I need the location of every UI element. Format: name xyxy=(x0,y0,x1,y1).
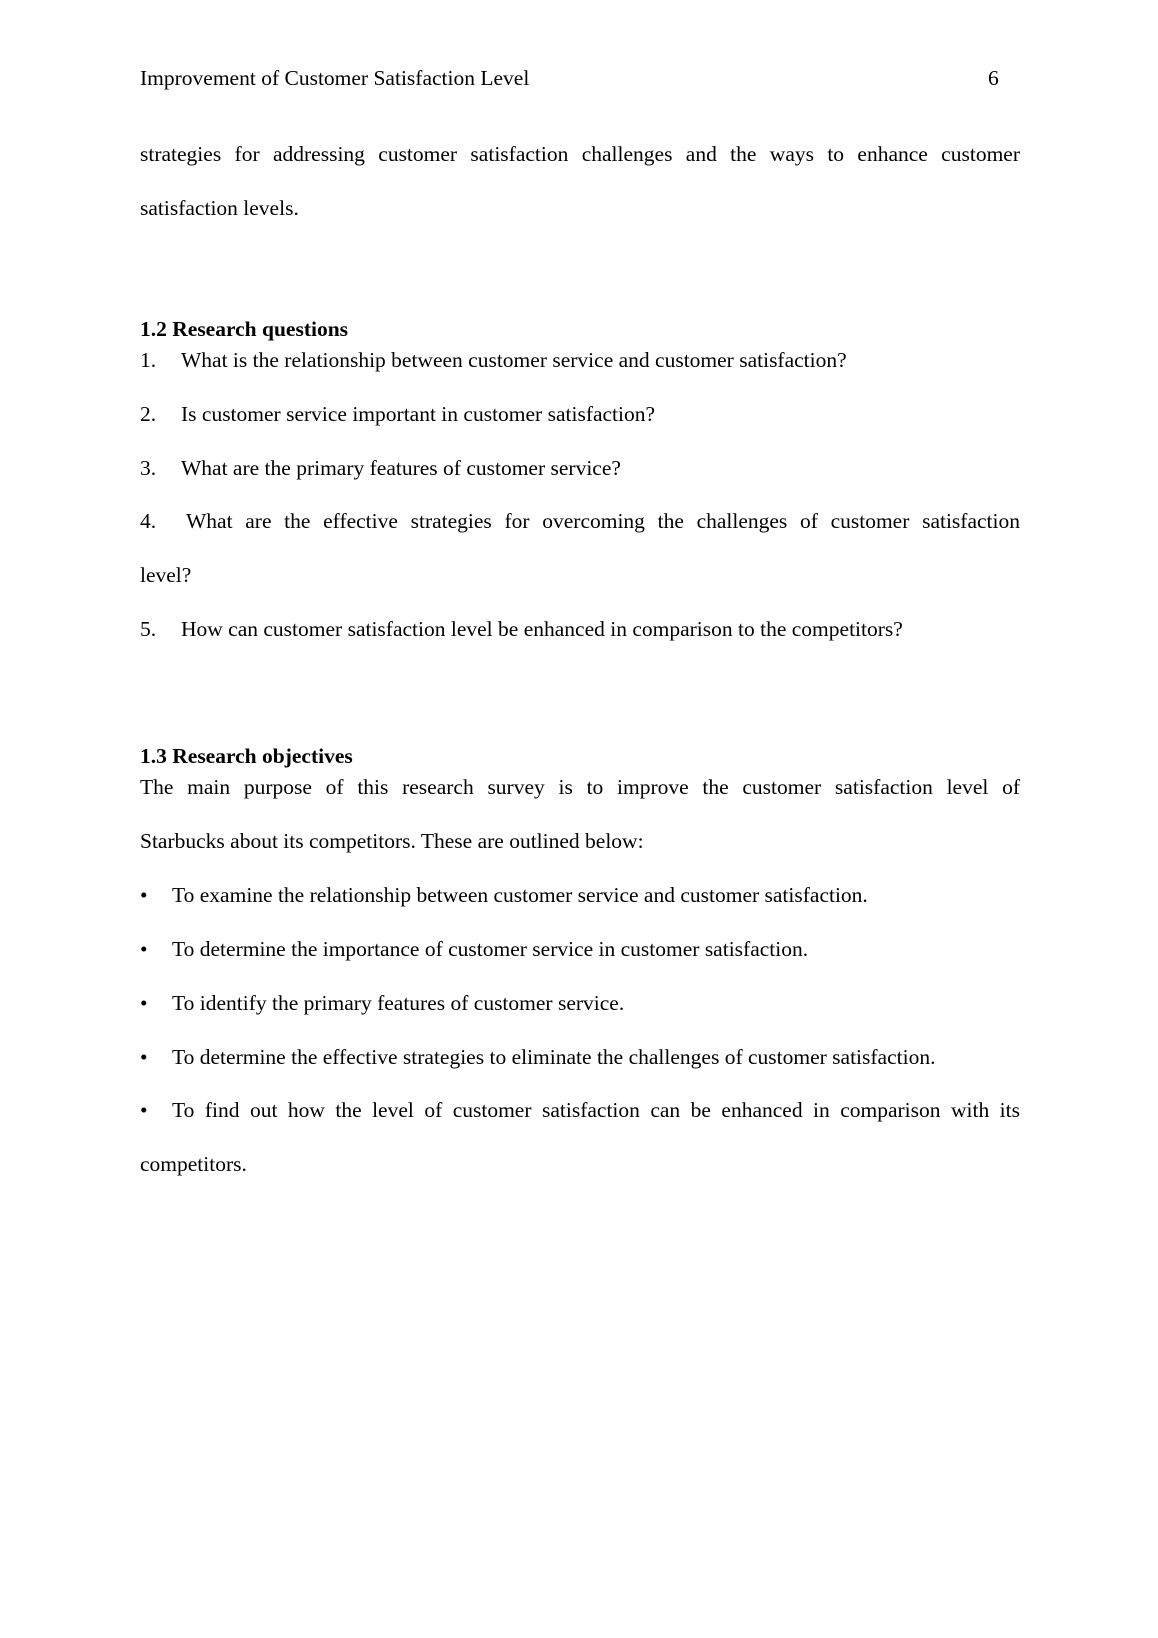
list-item-continuation: level? xyxy=(140,563,192,587)
bullet-symbol: • xyxy=(140,991,148,1015)
list-text: What are the primary features of customer service? xyxy=(181,456,621,480)
bullet-item xyxy=(140,1045,935,1070)
objectives-intro-line: The main purpose of this research survey is to improve the customer satisfaction level of xyxy=(140,775,1020,799)
bullet-item xyxy=(140,991,624,1016)
page-number: 6 xyxy=(988,66,999,90)
bullet-symbol: • xyxy=(140,937,148,961)
bullet-text: To find out how the level of customer satisfaction can be enhanced in comparison with its xyxy=(172,1098,1020,1122)
section-heading: 1.3 Research objectives xyxy=(140,744,353,768)
header-title: Improvement of Customer Satisfaction Level xyxy=(140,66,530,90)
list-item xyxy=(140,617,903,642)
running-header xyxy=(140,66,1008,96)
bullet-item xyxy=(140,1098,1020,1123)
list-number: 4. xyxy=(140,509,157,533)
list-number: 1. xyxy=(140,348,157,372)
list-number: 2. xyxy=(140,402,157,426)
bullet-symbol: • xyxy=(140,1098,148,1122)
bullet-symbol: • xyxy=(140,883,148,907)
bullet-item-continuation: competitors. xyxy=(140,1152,247,1176)
bullet-text: To identify the primary features of customer service. xyxy=(172,991,625,1015)
bullet-text: To determine the importance of customer service in customer satisfaction. xyxy=(172,937,809,961)
bullet-item xyxy=(140,937,808,962)
list-text: How can customer satisfaction level be enhanced in comparison to the competitors? xyxy=(181,617,903,641)
list-number: 3. xyxy=(140,456,157,480)
bullet-text: To examine the relationship between customer service and customer satisfaction. xyxy=(172,883,868,907)
bullet-text: To determine the effective strategies to eliminate the challenges of customer satisfaction. xyxy=(172,1045,936,1069)
list-text: Is customer service important in customer satisfaction? xyxy=(181,402,656,426)
section-heading: 1.2 Research questions xyxy=(140,317,349,341)
list-text: What is the relationship between customer service and customer satisfaction? xyxy=(181,348,847,372)
list-text: What are the effective strategies for overcoming the challenges of customer satisfaction xyxy=(186,509,1020,533)
bullet-item xyxy=(140,883,868,908)
list-item xyxy=(140,509,1020,534)
list-item xyxy=(140,402,655,427)
intro-line: satisfaction levels. xyxy=(140,196,299,220)
objectives-intro-line: Starbucks about its competitors. These are outlined below: xyxy=(140,829,644,853)
list-number: 5. xyxy=(140,617,157,641)
list-item xyxy=(140,456,621,481)
bullet-symbol: • xyxy=(140,1045,148,1069)
intro-line: strategies for addressing customer satisfaction challenges and the ways to enhance customer xyxy=(140,142,1020,166)
list-item xyxy=(140,348,847,373)
